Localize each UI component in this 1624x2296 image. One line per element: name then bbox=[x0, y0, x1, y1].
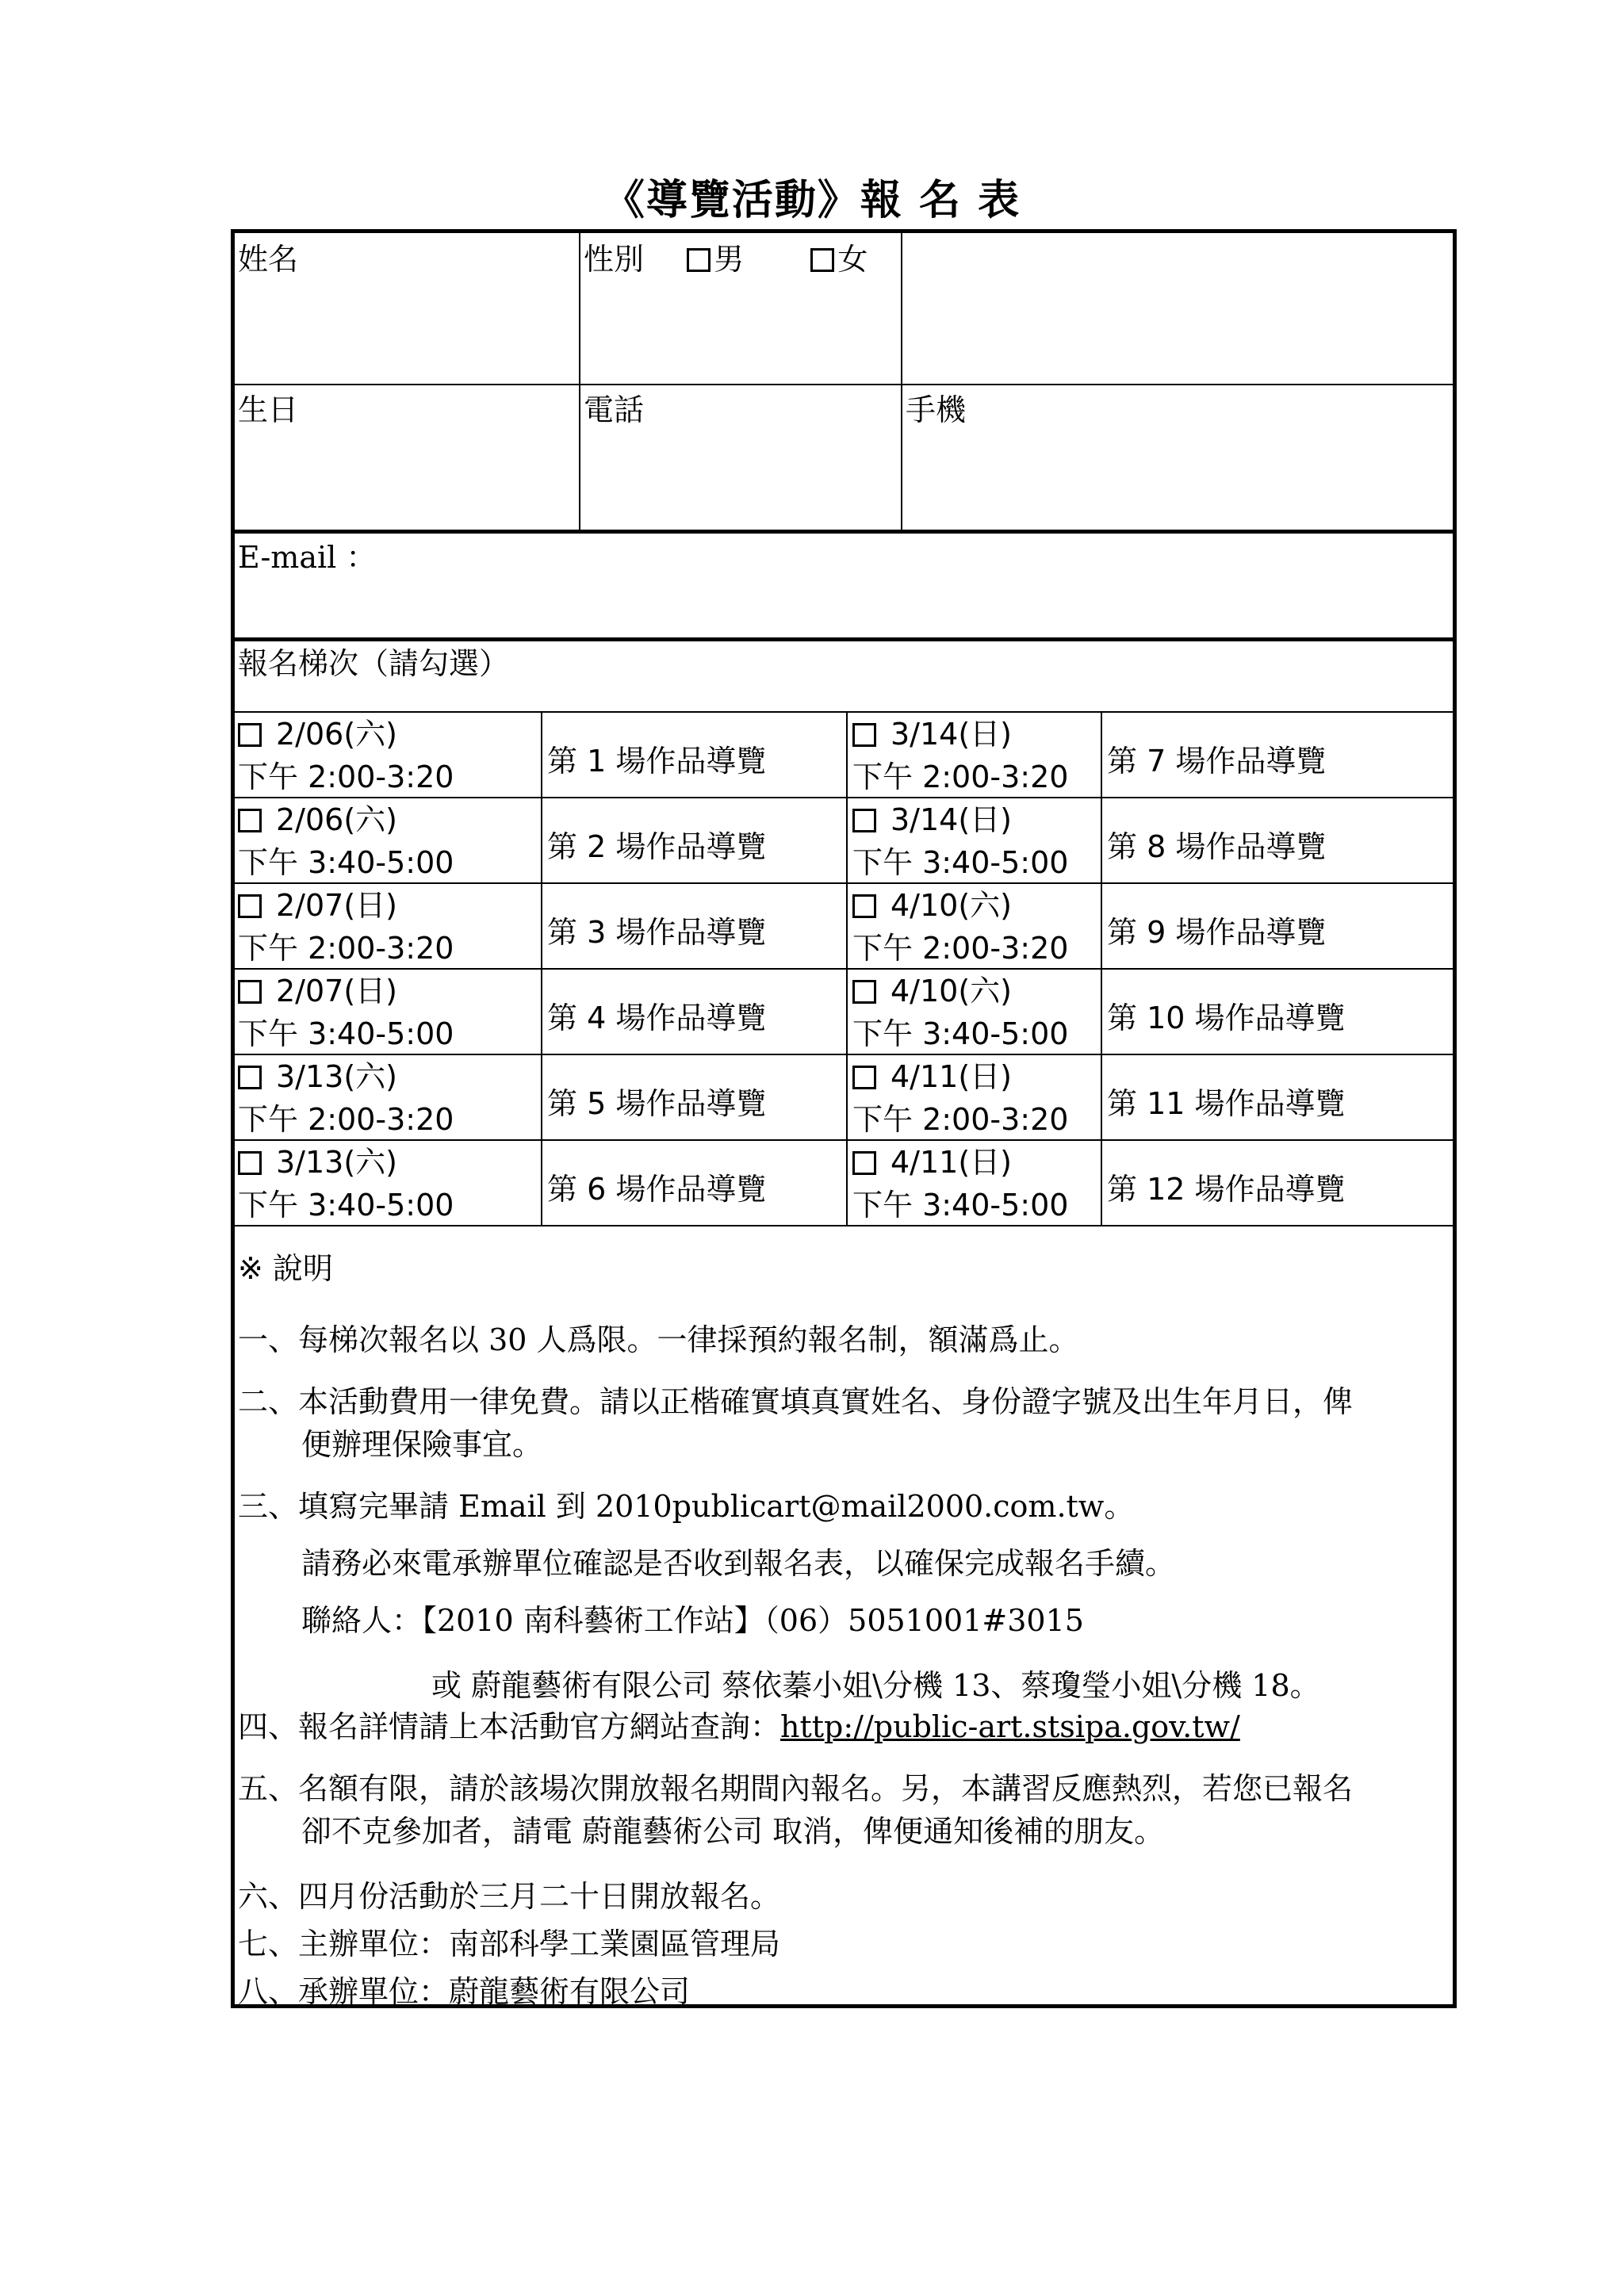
session-checkbox[interactable] bbox=[238, 809, 262, 832]
gender-field[interactable] bbox=[584, 241, 868, 277]
session-checkbox[interactable] bbox=[238, 980, 262, 1004]
session-option[interactable] bbox=[238, 713, 454, 798]
session-option[interactable] bbox=[238, 798, 454, 884]
session-option[interactable] bbox=[238, 1055, 454, 1141]
session-date-line bbox=[238, 970, 454, 1012]
divider bbox=[235, 384, 1453, 385]
session-date-line bbox=[238, 884, 454, 927]
session-date-line bbox=[238, 713, 454, 756]
session-label: 第 9 場作品導覽 bbox=[1107, 915, 1327, 950]
divider bbox=[846, 711, 848, 1226]
session-date: 4/11(日) bbox=[891, 1145, 1012, 1180]
session-date-line bbox=[852, 1055, 1068, 1098]
session-checkbox[interactable] bbox=[238, 1066, 262, 1089]
name-label: 姓名 bbox=[238, 242, 299, 277]
session-time: 下午 2:00-3:20 bbox=[852, 760, 1069, 794]
session-option[interactable] bbox=[852, 1141, 1068, 1226]
divider bbox=[541, 711, 542, 1226]
session-checkbox[interactable] bbox=[852, 1151, 876, 1175]
note-6: 六、四月份活動於三月二十日開放報名。 bbox=[238, 1879, 781, 1914]
note-4 bbox=[238, 1705, 1240, 1749]
female-checkbox[interactable] bbox=[810, 248, 834, 272]
note-5-cont: 卻不克參加者，請電 蔚龍藝術公司 取消，俾便通知後補的朋友。 bbox=[301, 1814, 1165, 1849]
session-option[interactable] bbox=[852, 884, 1068, 970]
page-title: 《導覽活動》報 名 表 bbox=[603, 177, 1021, 224]
session-date: 3/14(日) bbox=[891, 802, 1012, 837]
note-3-contact-alt: 或 蔚龍藝術有限公司 蔡依蓁小姐\分機 13、蔡瓊瑩小姐\分機 18。 bbox=[431, 1668, 1320, 1703]
session-time: 下午 3:40-5:00 bbox=[238, 1188, 454, 1223]
session-time: 下午 3:40-5:00 bbox=[852, 845, 1069, 880]
note-7: 七、主辦單位：南部科學工業園區管理局 bbox=[238, 1927, 781, 1961]
session-date-line bbox=[852, 798, 1068, 841]
session-checkbox[interactable] bbox=[852, 723, 876, 747]
note-8: 八、承辦單位：蔚龍藝術有限公司 bbox=[238, 1974, 691, 2009]
session-label: 第 3 場作品導覽 bbox=[547, 915, 767, 950]
notes-heading: ※ 說明 bbox=[238, 1251, 333, 1286]
divider bbox=[235, 530, 1453, 534]
note-3-cont-1: 請務必來電承辦單位確認是否收到報名表，以確保完成報名手續。 bbox=[301, 1546, 1176, 1581]
session-date-line bbox=[852, 884, 1068, 927]
session-time: 下午 3:40-5:00 bbox=[852, 1016, 1069, 1051]
divider bbox=[1101, 711, 1102, 1226]
note-2-cont: 便辦理保險事宜。 bbox=[301, 1427, 543, 1462]
session-date: 3/13(六) bbox=[276, 1059, 397, 1094]
session-option[interactable] bbox=[238, 1141, 454, 1226]
session-label: 第 7 場作品導覽 bbox=[1107, 744, 1327, 779]
session-date: 2/07(日) bbox=[276, 974, 397, 1008]
session-checkbox[interactable] bbox=[238, 723, 262, 747]
session-label: 第 11 場作品導覽 bbox=[1107, 1086, 1346, 1121]
divider bbox=[235, 637, 1453, 641]
session-option[interactable] bbox=[852, 970, 1068, 1055]
session-option[interactable] bbox=[238, 970, 454, 1055]
note-3: 三、填寫完畢請 Email 到 2010publicart@mail2000.com.tw。 bbox=[238, 1489, 1135, 1524]
sessions-heading: 報名梯次（請勾選） bbox=[238, 646, 510, 681]
session-label: 第 1 場作品導覽 bbox=[547, 744, 767, 779]
session-date: 2/06(六) bbox=[276, 802, 397, 837]
note-1: 一、每梯次報名以 30 人爲限。一律採預約報名制，額滿爲止。 bbox=[238, 1322, 1079, 1357]
session-date: 4/10(六) bbox=[891, 888, 1012, 923]
mobile-label: 手機 bbox=[906, 392, 967, 427]
session-label: 第 12 場作品導覽 bbox=[1107, 1172, 1346, 1207]
phone-label: 電話 bbox=[584, 392, 645, 427]
session-time: 下午 3:40-5:00 bbox=[852, 1188, 1069, 1223]
session-date: 3/13(六) bbox=[276, 1145, 397, 1180]
session-date-line bbox=[238, 1141, 454, 1184]
session-checkbox[interactable] bbox=[238, 894, 262, 918]
divider bbox=[579, 233, 580, 530]
session-date: 2/06(六) bbox=[276, 717, 397, 752]
email-label: E-mail ： bbox=[238, 540, 377, 575]
birthday-label: 生日 bbox=[238, 392, 299, 427]
session-checkbox[interactable] bbox=[852, 894, 876, 918]
session-option[interactable] bbox=[852, 798, 1068, 884]
session-time: 下午 3:40-5:00 bbox=[238, 845, 454, 880]
male-checkbox[interactable] bbox=[687, 248, 710, 272]
session-checkbox[interactable] bbox=[852, 1066, 876, 1089]
female-label: 女 bbox=[837, 242, 868, 277]
session-label: 第 2 場作品導覽 bbox=[547, 829, 767, 864]
session-label: 第 6 場作品導覽 bbox=[547, 1172, 767, 1207]
session-label: 第 5 場作品導覽 bbox=[547, 1086, 767, 1121]
session-date-line bbox=[852, 1141, 1068, 1184]
session-checkbox[interactable] bbox=[852, 809, 876, 832]
session-checkbox[interactable] bbox=[852, 980, 876, 1004]
session-option[interactable] bbox=[852, 713, 1068, 798]
registration-form bbox=[231, 229, 1457, 2008]
note-4-text: 四、報名詳情請上本活動官方網站查詢： bbox=[238, 1709, 781, 1744]
note-2: 二、本活動費用一律免費。請以正楷確實填真實姓名、身份證字號及出生年月日，俾 bbox=[238, 1384, 1354, 1419]
official-site-link[interactable]: http://public-art.stsipa.gov.tw/ bbox=[780, 1709, 1240, 1744]
session-time: 下午 2:00-3:20 bbox=[238, 760, 454, 794]
session-time: 下午 2:00-3:20 bbox=[852, 1102, 1069, 1137]
session-checkbox[interactable] bbox=[238, 1151, 262, 1175]
session-time: 下午 2:00-3:20 bbox=[238, 1102, 454, 1137]
session-option[interactable] bbox=[852, 1055, 1068, 1141]
session-label: 第 4 場作品導覽 bbox=[547, 1001, 767, 1035]
session-time: 下午 3:40-5:00 bbox=[238, 1016, 454, 1051]
session-date: 4/11(日) bbox=[891, 1059, 1012, 1094]
session-option[interactable] bbox=[238, 884, 454, 970]
session-date-line bbox=[238, 798, 454, 841]
session-label: 第 10 場作品導覽 bbox=[1107, 1001, 1346, 1035]
session-date: 4/10(六) bbox=[891, 974, 1012, 1008]
gender-label: 性別 bbox=[584, 242, 645, 277]
session-label: 第 8 場作品導覽 bbox=[1107, 829, 1327, 864]
divider bbox=[901, 233, 902, 530]
session-date-line bbox=[852, 970, 1068, 1012]
session-date: 2/07(日) bbox=[276, 888, 397, 923]
male-label: 男 bbox=[714, 242, 745, 277]
session-date-line bbox=[852, 713, 1068, 756]
note-3-contact: 聯絡人：【2010 南科藝術工作站】（06）5051001#3015 bbox=[301, 1603, 1084, 1638]
note-5: 五、名額有限，請於該場次開放報名期間內報名。另，本講習反應熱烈，若您已報名 bbox=[238, 1771, 1354, 1806]
session-date: 3/14(日) bbox=[891, 717, 1012, 752]
session-date-line bbox=[238, 1055, 454, 1098]
session-time: 下午 2:00-3:20 bbox=[238, 931, 454, 966]
session-time: 下午 2:00-3:20 bbox=[852, 931, 1069, 966]
